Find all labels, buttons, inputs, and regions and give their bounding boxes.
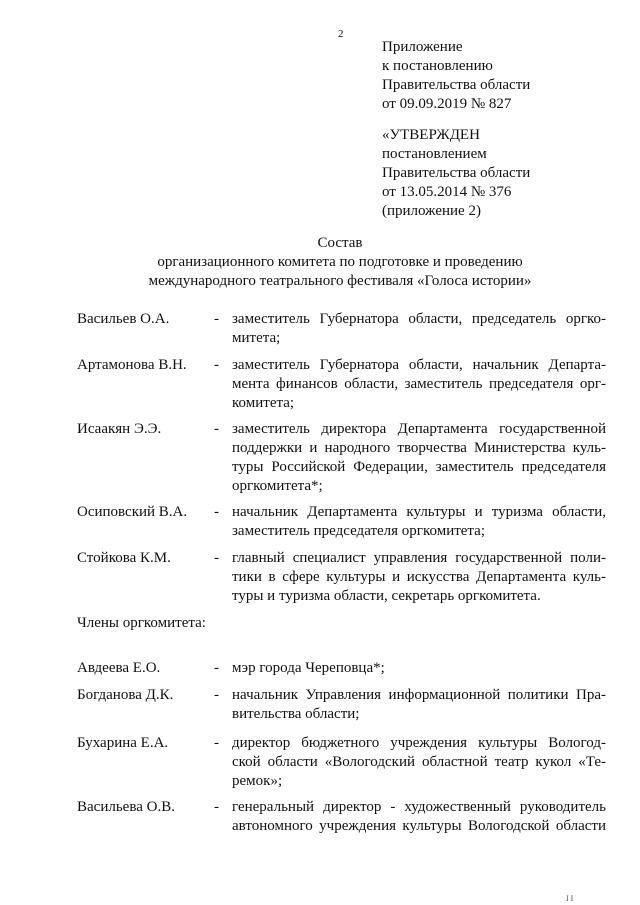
- document-heading: [40, 234, 640, 291]
- role-line: ремок»;: [232, 773, 283, 789]
- role-line: поддержки и народного творчества Министерства куль-: [232, 440, 606, 456]
- member-dash: -: [214, 799, 219, 815]
- role-line: начальник Управления информационной политики Пра-: [232, 687, 606, 703]
- page-number: 2: [338, 28, 344, 40]
- role-line: вительства области;: [232, 706, 360, 722]
- role-line: мента финансов области, заместитель председателя орг-: [232, 376, 606, 392]
- approved-line: постановлением: [382, 146, 487, 162]
- member-name: Бухарина Е.А.: [77, 735, 169, 751]
- role-line: начальник Департамента культуры и туризма области,: [232, 504, 606, 520]
- role-line: заместитель Губернатора области, начальник Департа-: [232, 357, 606, 373]
- member-name: Богданова Д.К.: [77, 687, 174, 703]
- footer-mark: I I: [566, 894, 574, 903]
- role-line: автономного учреждения культуры Вологодской области: [232, 818, 606, 834]
- role-line: заместитель директора Департамента государственной: [232, 421, 606, 437]
- member-role: [232, 356, 606, 413]
- member-name: Осиповский В.А.: [77, 504, 188, 520]
- appendix-block: [382, 38, 622, 114]
- approved-line: Правительства области: [382, 165, 531, 181]
- member-role: [232, 659, 606, 678]
- member-role: [232, 503, 606, 541]
- role-line: туры и туризма области, секретарь оргкомитета.: [232, 588, 541, 604]
- approved-line: от 13.05.2014 № 376: [382, 184, 512, 200]
- role-line: мэр города Череповца*;: [232, 660, 385, 676]
- members-label: Члены оргкомитета:: [77, 615, 206, 631]
- member-dash: -: [214, 421, 219, 437]
- member-name: Исаакян Э.Э.: [77, 421, 162, 437]
- role-line: главный специалист управления государственной поли-: [232, 550, 606, 566]
- role-line: генеральный директор - художественный руководитель: [232, 799, 606, 815]
- member-role: [232, 549, 606, 606]
- approved-block: [382, 126, 622, 221]
- member-name: Васильев О.А.: [77, 311, 170, 327]
- member-name: Артамонова В.Н.: [77, 357, 187, 373]
- role-line: заместитель председателя оргкомитета;: [232, 523, 485, 539]
- role-line: директор бюджетного учреждения культуры Вологод-: [232, 735, 606, 751]
- member-dash: -: [214, 311, 219, 327]
- member-role: [232, 310, 606, 348]
- member-dash: -: [214, 687, 219, 703]
- member-name: Авдеева Е.О.: [77, 660, 161, 676]
- heading-title: Состав: [317, 235, 363, 251]
- role-line: оргкомитета*;: [232, 478, 323, 494]
- role-line: заместитель Губернатора области, председатель оргко-: [232, 311, 606, 327]
- member-name: Васильева О.В.: [77, 799, 175, 815]
- role-line: тики в сфере культуры и искусства Департамента куль-: [232, 569, 606, 585]
- role-line: митета;: [232, 330, 281, 346]
- member-name: Стойкова К.М.: [77, 550, 171, 566]
- heading-line: международного театрального фестиваля «Голоса истории»: [148, 273, 532, 289]
- appendix-line: Правительства области: [382, 77, 531, 93]
- heading-line: организационного комитета по подготовке и проведению: [157, 254, 523, 270]
- appendix-line: Приложение: [382, 39, 463, 55]
- role-line: туры Российской Федерации, заместитель председателя: [232, 459, 606, 475]
- member-dash: -: [214, 735, 219, 751]
- approved-line: «УТВЕРЖДЕН: [382, 127, 480, 143]
- member-dash: -: [214, 550, 219, 566]
- appendix-line: от 09.09.2019 № 827: [382, 96, 512, 112]
- member-role: [232, 734, 606, 791]
- role-line: комитета;: [232, 395, 295, 411]
- member-dash: -: [214, 504, 219, 520]
- appendix-line: к постановлению: [382, 58, 493, 74]
- member-dash: -: [214, 357, 219, 373]
- member-dash: -: [214, 660, 219, 676]
- approved-line: (приложение 2): [382, 203, 481, 219]
- member-role: [232, 798, 606, 836]
- member-role: [232, 420, 606, 496]
- role-line: ской области «Вологодский областной театр кукол «Те-: [232, 754, 606, 770]
- member-role: [232, 686, 606, 724]
